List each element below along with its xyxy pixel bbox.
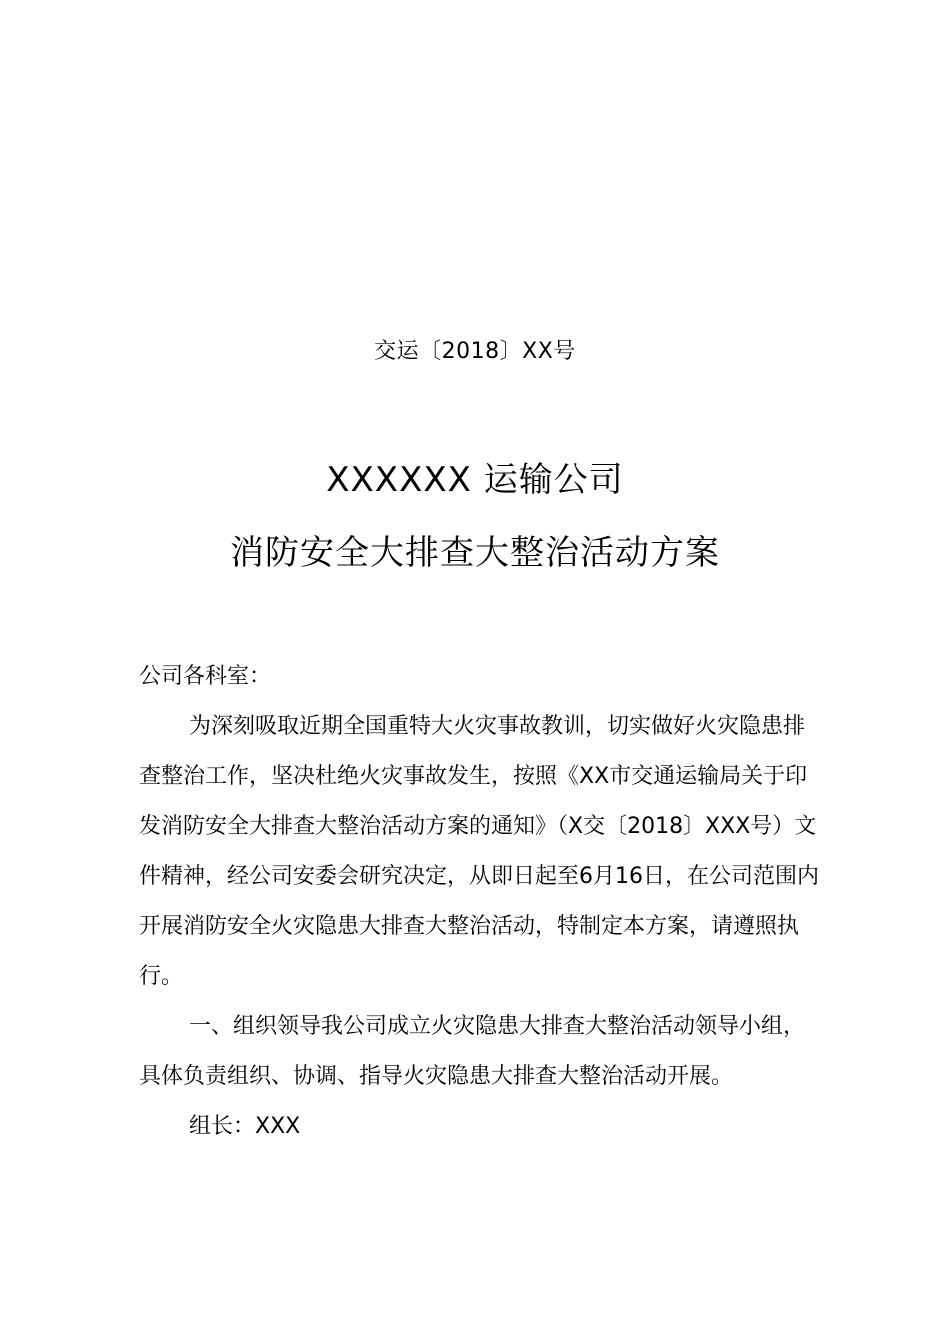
document-title-plan: 消防安全大排查大整治活动方案 xyxy=(230,533,720,573)
document-number: 交运〔2018〕XX号 xyxy=(374,339,576,364)
document-body xyxy=(139,652,819,1152)
document-title-company: XXXXXX 运输公司 xyxy=(326,460,624,500)
paragraph-organization: 一、组织领导我公司成立火灾隐患大排查大整治活动领导小组，具体负责组织、协调、指导火灾隐患大排查大整治活动开展。 xyxy=(139,1014,806,1089)
salutation: 公司各科室： xyxy=(139,664,272,689)
team-leader-line: 组长：XXX xyxy=(189,1114,301,1139)
paragraph-intro: 为深刻吸取近期全国重特大火灾事故教训，切实做好火灾隐患排查整治工作，坚决杜绝火灾事故发生，按照《XX市交通运输局关于印发消防安全大排查大整治活动方案的通知》（X交〔2018〕XXX号）文件精神，经公司安委会研究决定，从即日起至6月16日，在公司范围内开展消防安全火灾隐患大排查大整治活动，特制定本方案，请遵照执行。 xyxy=(139,714,819,989)
